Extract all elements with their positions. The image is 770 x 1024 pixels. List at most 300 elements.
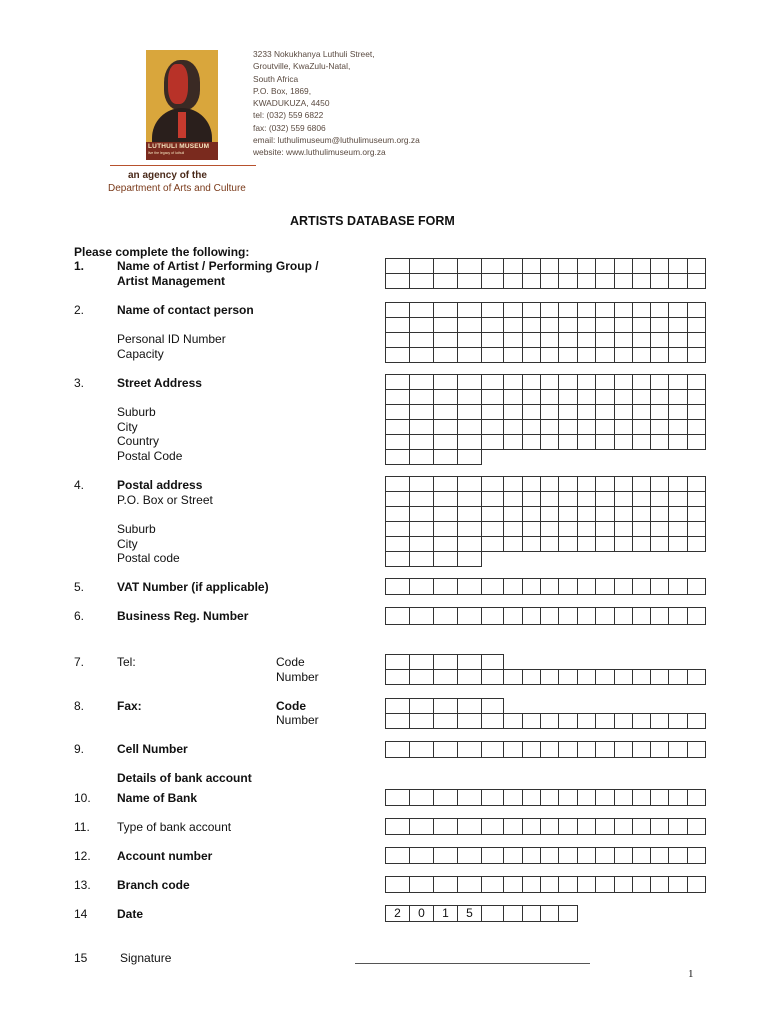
input-box[interactable] bbox=[614, 302, 633, 318]
input-box[interactable] bbox=[614, 332, 633, 348]
input-box[interactable] bbox=[687, 273, 706, 289]
input-box[interactable] bbox=[650, 389, 669, 405]
input-box[interactable] bbox=[540, 317, 559, 333]
input-box[interactable] bbox=[503, 389, 523, 405]
input-box[interactable] bbox=[522, 713, 541, 729]
input-box[interactable] bbox=[457, 506, 482, 522]
input-box[interactable] bbox=[409, 506, 434, 522]
input-box[interactable] bbox=[668, 404, 688, 420]
input-box[interactable] bbox=[558, 347, 578, 363]
input-box[interactable] bbox=[614, 876, 633, 893]
input-box[interactable] bbox=[614, 578, 633, 595]
input-box[interactable] bbox=[632, 434, 651, 450]
input-box[interactable] bbox=[595, 521, 615, 537]
input-box[interactable] bbox=[409, 419, 434, 435]
input-box[interactable] bbox=[433, 789, 458, 806]
input-box[interactable] bbox=[687, 847, 706, 864]
input-box[interactable] bbox=[433, 476, 458, 492]
input-box[interactable] bbox=[595, 258, 615, 274]
input-box[interactable] bbox=[614, 506, 633, 522]
input-box[interactable] bbox=[650, 476, 669, 492]
input-box[interactable] bbox=[558, 713, 578, 729]
input-box[interactable] bbox=[409, 374, 434, 390]
input-box[interactable] bbox=[595, 713, 615, 729]
input-box[interactable] bbox=[522, 302, 541, 318]
input-box[interactable] bbox=[522, 258, 541, 274]
input-box[interactable] bbox=[433, 551, 458, 567]
input-box[interactable] bbox=[409, 654, 434, 670]
input-box[interactable] bbox=[385, 302, 410, 318]
date-digit[interactable]: 5 bbox=[457, 905, 482, 922]
input-box[interactable] bbox=[481, 273, 504, 289]
input-box[interactable] bbox=[503, 302, 523, 318]
input-box[interactable] bbox=[409, 789, 434, 806]
input-box[interactable] bbox=[481, 607, 504, 625]
date-grid[interactable] bbox=[385, 905, 705, 921]
input-box[interactable] bbox=[668, 491, 688, 507]
input-box[interactable] bbox=[540, 818, 559, 835]
input-box[interactable] bbox=[522, 404, 541, 420]
input-box[interactable] bbox=[503, 847, 523, 864]
input-box[interactable] bbox=[433, 389, 458, 405]
input-box[interactable] bbox=[632, 332, 651, 348]
input-box[interactable] bbox=[558, 521, 578, 537]
input-box[interactable] bbox=[577, 713, 596, 729]
input-box[interactable] bbox=[481, 404, 504, 420]
input-box[interactable] bbox=[457, 258, 482, 274]
input-box[interactable] bbox=[650, 332, 669, 348]
input-box[interactable] bbox=[577, 434, 596, 450]
input-box[interactable] bbox=[595, 847, 615, 864]
input-box[interactable] bbox=[650, 506, 669, 522]
input-box[interactable] bbox=[522, 607, 541, 625]
input-box[interactable] bbox=[522, 741, 541, 758]
input-box[interactable] bbox=[385, 847, 410, 864]
input-box[interactable] bbox=[650, 374, 669, 390]
input-box[interactable] bbox=[433, 258, 458, 274]
input-box[interactable] bbox=[433, 578, 458, 595]
input-box[interactable] bbox=[558, 669, 578, 685]
input-box[interactable] bbox=[650, 258, 669, 274]
input-box[interactable] bbox=[687, 258, 706, 274]
input-box[interactable] bbox=[385, 741, 410, 758]
input-box[interactable] bbox=[595, 741, 615, 758]
input-box[interactable] bbox=[481, 506, 504, 522]
input-box[interactable] bbox=[540, 506, 559, 522]
input-box[interactable] bbox=[385, 536, 410, 552]
input-box[interactable] bbox=[614, 536, 633, 552]
input-box[interactable] bbox=[385, 578, 410, 595]
input-box[interactable] bbox=[614, 669, 633, 685]
input-box[interactable] bbox=[540, 491, 559, 507]
input-box[interactable] bbox=[433, 273, 458, 289]
input-box[interactable] bbox=[632, 847, 651, 864]
input-box[interactable] bbox=[614, 389, 633, 405]
input-box[interactable] bbox=[687, 876, 706, 893]
input-box[interactable] bbox=[522, 669, 541, 685]
input-box[interactable] bbox=[457, 476, 482, 492]
input-box[interactable] bbox=[687, 374, 706, 390]
input-box[interactable] bbox=[385, 521, 410, 537]
input-box[interactable] bbox=[558, 847, 578, 864]
input-box[interactable] bbox=[632, 607, 651, 625]
input-box[interactable] bbox=[385, 789, 410, 806]
input-box[interactable] bbox=[433, 741, 458, 758]
input-box[interactable] bbox=[481, 347, 504, 363]
input-box[interactable] bbox=[668, 419, 688, 435]
input-box[interactable] bbox=[558, 258, 578, 274]
input-box[interactable] bbox=[595, 389, 615, 405]
input-box[interactable] bbox=[687, 317, 706, 333]
input-box[interactable] bbox=[595, 332, 615, 348]
input-box[interactable] bbox=[540, 434, 559, 450]
input-box[interactable] bbox=[540, 258, 559, 274]
input-box[interactable] bbox=[385, 698, 410, 714]
input-box[interactable] bbox=[433, 521, 458, 537]
input-box[interactable] bbox=[632, 404, 651, 420]
input-box[interactable] bbox=[632, 258, 651, 274]
input-box[interactable] bbox=[522, 818, 541, 835]
input-box[interactable] bbox=[481, 434, 504, 450]
input-box[interactable] bbox=[503, 506, 523, 522]
input-box[interactable] bbox=[650, 847, 669, 864]
input-box[interactable] bbox=[457, 669, 482, 685]
input-box[interactable] bbox=[481, 578, 504, 595]
input-box[interactable] bbox=[632, 521, 651, 537]
input-box[interactable] bbox=[540, 847, 559, 864]
input-box[interactable] bbox=[522, 347, 541, 363]
input-box[interactable] bbox=[503, 578, 523, 595]
input-box[interactable] bbox=[481, 847, 504, 864]
input-box[interactable] bbox=[558, 302, 578, 318]
input-box[interactable] bbox=[558, 506, 578, 522]
input-box[interactable] bbox=[540, 669, 559, 685]
input-box[interactable] bbox=[540, 607, 559, 625]
input-box[interactable] bbox=[409, 404, 434, 420]
input-box[interactable] bbox=[558, 789, 578, 806]
input-box[interactable] bbox=[577, 741, 596, 758]
input-box[interactable] bbox=[503, 789, 523, 806]
contact-person-grid[interactable] bbox=[385, 302, 705, 362]
input-box[interactable] bbox=[668, 347, 688, 363]
input-box[interactable] bbox=[687, 389, 706, 405]
input-box[interactable] bbox=[595, 789, 615, 806]
input-box[interactable] bbox=[409, 536, 434, 552]
date-digit[interactable]: 1 bbox=[433, 905, 458, 922]
input-box[interactable] bbox=[457, 374, 482, 390]
input-box[interactable] bbox=[668, 669, 688, 685]
input-box[interactable] bbox=[522, 491, 541, 507]
input-box[interactable] bbox=[595, 317, 615, 333]
input-box[interactable] bbox=[668, 258, 688, 274]
input-box[interactable] bbox=[650, 347, 669, 363]
input-box[interactable] bbox=[503, 818, 523, 835]
input-box[interactable] bbox=[457, 389, 482, 405]
input-box[interactable] bbox=[409, 741, 434, 758]
input-box[interactable] bbox=[457, 607, 482, 625]
input-box[interactable] bbox=[687, 434, 706, 450]
input-box[interactable] bbox=[558, 491, 578, 507]
input-box[interactable] bbox=[522, 506, 541, 522]
input-box[interactable] bbox=[522, 521, 541, 537]
input-box[interactable] bbox=[558, 419, 578, 435]
input-box[interactable] bbox=[457, 536, 482, 552]
input-box[interactable] bbox=[577, 273, 596, 289]
input-box[interactable] bbox=[668, 317, 688, 333]
input-box[interactable] bbox=[668, 789, 688, 806]
street-address-grid[interactable] bbox=[385, 374, 705, 464]
input-box[interactable] bbox=[522, 273, 541, 289]
input-box[interactable] bbox=[632, 491, 651, 507]
input-box[interactable] bbox=[650, 713, 669, 729]
input-box[interactable] bbox=[577, 476, 596, 492]
input-box[interactable] bbox=[503, 374, 523, 390]
input-box[interactable] bbox=[433, 347, 458, 363]
input-box[interactable] bbox=[433, 434, 458, 450]
input-box[interactable] bbox=[614, 374, 633, 390]
tel-grid[interactable] bbox=[385, 654, 705, 684]
input-box[interactable] bbox=[433, 654, 458, 670]
input-box[interactable] bbox=[595, 476, 615, 492]
input-box[interactable] bbox=[385, 449, 410, 465]
input-box[interactable] bbox=[503, 419, 523, 435]
input-box[interactable] bbox=[457, 347, 482, 363]
input-box[interactable] bbox=[650, 669, 669, 685]
input-box[interactable] bbox=[481, 713, 504, 729]
input-box[interactable] bbox=[503, 404, 523, 420]
input-box[interactable] bbox=[558, 818, 578, 835]
input-box[interactable] bbox=[522, 419, 541, 435]
input-box[interactable] bbox=[577, 258, 596, 274]
input-box[interactable] bbox=[540, 374, 559, 390]
input-box[interactable] bbox=[457, 419, 482, 435]
input-box[interactable] bbox=[668, 607, 688, 625]
input-box[interactable] bbox=[457, 741, 482, 758]
signature-line[interactable] bbox=[355, 963, 590, 964]
input-box[interactable] bbox=[503, 317, 523, 333]
input-box[interactable] bbox=[503, 905, 523, 922]
input-box[interactable] bbox=[632, 476, 651, 492]
input-box[interactable] bbox=[481, 741, 504, 758]
input-box[interactable] bbox=[457, 654, 482, 670]
input-box[interactable] bbox=[409, 669, 434, 685]
input-box[interactable] bbox=[540, 404, 559, 420]
input-box[interactable] bbox=[650, 491, 669, 507]
input-box[interactable] bbox=[595, 607, 615, 625]
input-box[interactable] bbox=[522, 374, 541, 390]
input-box[interactable] bbox=[614, 434, 633, 450]
input-box[interactable] bbox=[433, 698, 458, 714]
input-box[interactable] bbox=[687, 476, 706, 492]
input-box[interactable] bbox=[687, 818, 706, 835]
input-box[interactable] bbox=[481, 521, 504, 537]
input-box[interactable] bbox=[433, 317, 458, 333]
input-box[interactable] bbox=[687, 536, 706, 552]
input-box[interactable] bbox=[650, 419, 669, 435]
input-box[interactable] bbox=[595, 404, 615, 420]
input-box[interactable] bbox=[540, 273, 559, 289]
input-box[interactable] bbox=[540, 578, 559, 595]
input-box[interactable] bbox=[409, 521, 434, 537]
input-box[interactable] bbox=[457, 789, 482, 806]
input-box[interactable] bbox=[457, 818, 482, 835]
input-box[interactable] bbox=[558, 476, 578, 492]
input-box[interactable] bbox=[385, 654, 410, 670]
input-box[interactable] bbox=[385, 347, 410, 363]
input-box[interactable] bbox=[457, 491, 482, 507]
input-box[interactable] bbox=[595, 669, 615, 685]
input-box[interactable] bbox=[632, 302, 651, 318]
input-box[interactable] bbox=[409, 491, 434, 507]
input-box[interactable] bbox=[433, 536, 458, 552]
input-box[interactable] bbox=[687, 741, 706, 758]
input-box[interactable] bbox=[668, 434, 688, 450]
input-box[interactable] bbox=[540, 905, 559, 922]
input-box[interactable] bbox=[614, 847, 633, 864]
input-box[interactable] bbox=[632, 741, 651, 758]
input-box[interactable] bbox=[687, 713, 706, 729]
input-box[interactable] bbox=[385, 332, 410, 348]
input-box[interactable] bbox=[687, 669, 706, 685]
input-box[interactable] bbox=[433, 419, 458, 435]
input-box[interactable] bbox=[687, 332, 706, 348]
input-box[interactable] bbox=[385, 713, 410, 729]
input-box[interactable] bbox=[481, 374, 504, 390]
input-box[interactable] bbox=[385, 389, 410, 405]
input-box[interactable] bbox=[558, 876, 578, 893]
input-box[interactable] bbox=[577, 506, 596, 522]
input-box[interactable] bbox=[687, 419, 706, 435]
input-box[interactable] bbox=[433, 449, 458, 465]
input-box[interactable] bbox=[457, 578, 482, 595]
input-box[interactable] bbox=[577, 317, 596, 333]
input-box[interactable] bbox=[481, 258, 504, 274]
input-box[interactable] bbox=[503, 713, 523, 729]
input-box[interactable] bbox=[687, 404, 706, 420]
input-box[interactable] bbox=[540, 332, 559, 348]
input-box[interactable] bbox=[481, 698, 504, 714]
input-box[interactable] bbox=[481, 419, 504, 435]
input-box[interactable] bbox=[433, 713, 458, 729]
input-box[interactable] bbox=[650, 578, 669, 595]
input-box[interactable] bbox=[577, 302, 596, 318]
input-box[interactable] bbox=[522, 317, 541, 333]
input-box[interactable] bbox=[668, 876, 688, 893]
input-box[interactable] bbox=[558, 374, 578, 390]
input-box[interactable] bbox=[650, 302, 669, 318]
input-box[interactable] bbox=[457, 521, 482, 537]
input-box[interactable] bbox=[481, 669, 504, 685]
input-box[interactable] bbox=[632, 578, 651, 595]
input-box[interactable] bbox=[409, 476, 434, 492]
input-box[interactable] bbox=[650, 317, 669, 333]
input-box[interactable] bbox=[409, 449, 434, 465]
input-box[interactable] bbox=[577, 404, 596, 420]
input-box[interactable] bbox=[385, 273, 410, 289]
input-box[interactable] bbox=[577, 374, 596, 390]
input-box[interactable] bbox=[632, 273, 651, 289]
input-box[interactable] bbox=[668, 818, 688, 835]
input-box[interactable] bbox=[433, 669, 458, 685]
input-box[interactable] bbox=[668, 713, 688, 729]
input-box[interactable] bbox=[503, 258, 523, 274]
input-box[interactable] bbox=[540, 741, 559, 758]
input-box[interactable] bbox=[433, 607, 458, 625]
input-box[interactable] bbox=[650, 521, 669, 537]
postal-address-grid[interactable] bbox=[385, 476, 705, 566]
input-box[interactable] bbox=[650, 789, 669, 806]
input-box[interactable] bbox=[577, 578, 596, 595]
input-box[interactable] bbox=[385, 419, 410, 435]
input-box[interactable] bbox=[433, 818, 458, 835]
input-box[interactable] bbox=[650, 876, 669, 893]
input-box[interactable] bbox=[595, 578, 615, 595]
input-box[interactable] bbox=[595, 273, 615, 289]
input-box[interactable] bbox=[558, 607, 578, 625]
input-box[interactable] bbox=[385, 551, 410, 567]
input-box[interactable] bbox=[577, 607, 596, 625]
input-box[interactable] bbox=[385, 258, 410, 274]
input-box[interactable] bbox=[668, 374, 688, 390]
input-box[interactable] bbox=[457, 847, 482, 864]
input-box[interactable] bbox=[457, 302, 482, 318]
input-box[interactable] bbox=[632, 389, 651, 405]
input-box[interactable] bbox=[433, 404, 458, 420]
input-box[interactable] bbox=[595, 876, 615, 893]
input-box[interactable] bbox=[577, 347, 596, 363]
input-box[interactable] bbox=[385, 491, 410, 507]
input-box[interactable] bbox=[614, 818, 633, 835]
input-box[interactable] bbox=[595, 347, 615, 363]
input-box[interactable] bbox=[385, 607, 410, 625]
input-box[interactable] bbox=[457, 317, 482, 333]
artist-name-grid[interactable] bbox=[385, 258, 705, 288]
input-box[interactable] bbox=[457, 698, 482, 714]
input-box[interactable] bbox=[595, 434, 615, 450]
input-box[interactable] bbox=[409, 258, 434, 274]
input-box[interactable] bbox=[668, 521, 688, 537]
input-box[interactable] bbox=[522, 332, 541, 348]
input-box[interactable] bbox=[614, 789, 633, 806]
date-digit[interactable]: 0 bbox=[409, 905, 434, 922]
input-box[interactable] bbox=[687, 521, 706, 537]
input-box[interactable] bbox=[481, 389, 504, 405]
input-box[interactable] bbox=[481, 818, 504, 835]
input-box[interactable] bbox=[457, 332, 482, 348]
input-box[interactable] bbox=[522, 476, 541, 492]
input-box[interactable] bbox=[558, 741, 578, 758]
input-box[interactable] bbox=[632, 317, 651, 333]
input-box[interactable] bbox=[577, 332, 596, 348]
input-box[interactable] bbox=[632, 419, 651, 435]
fax-grid[interactable] bbox=[385, 698, 705, 728]
input-box[interactable] bbox=[433, 332, 458, 348]
input-box[interactable] bbox=[385, 506, 410, 522]
input-box[interactable] bbox=[481, 789, 504, 806]
input-box[interactable] bbox=[522, 578, 541, 595]
input-box[interactable] bbox=[577, 491, 596, 507]
input-box[interactable] bbox=[503, 669, 523, 685]
input-box[interactable] bbox=[385, 669, 410, 685]
input-box[interactable] bbox=[409, 578, 434, 595]
input-box[interactable] bbox=[632, 536, 651, 552]
input-box[interactable] bbox=[409, 347, 434, 363]
input-box[interactable] bbox=[632, 713, 651, 729]
input-box[interactable] bbox=[522, 847, 541, 864]
input-box[interactable] bbox=[503, 521, 523, 537]
input-box[interactable] bbox=[481, 476, 504, 492]
input-box[interactable] bbox=[409, 332, 434, 348]
